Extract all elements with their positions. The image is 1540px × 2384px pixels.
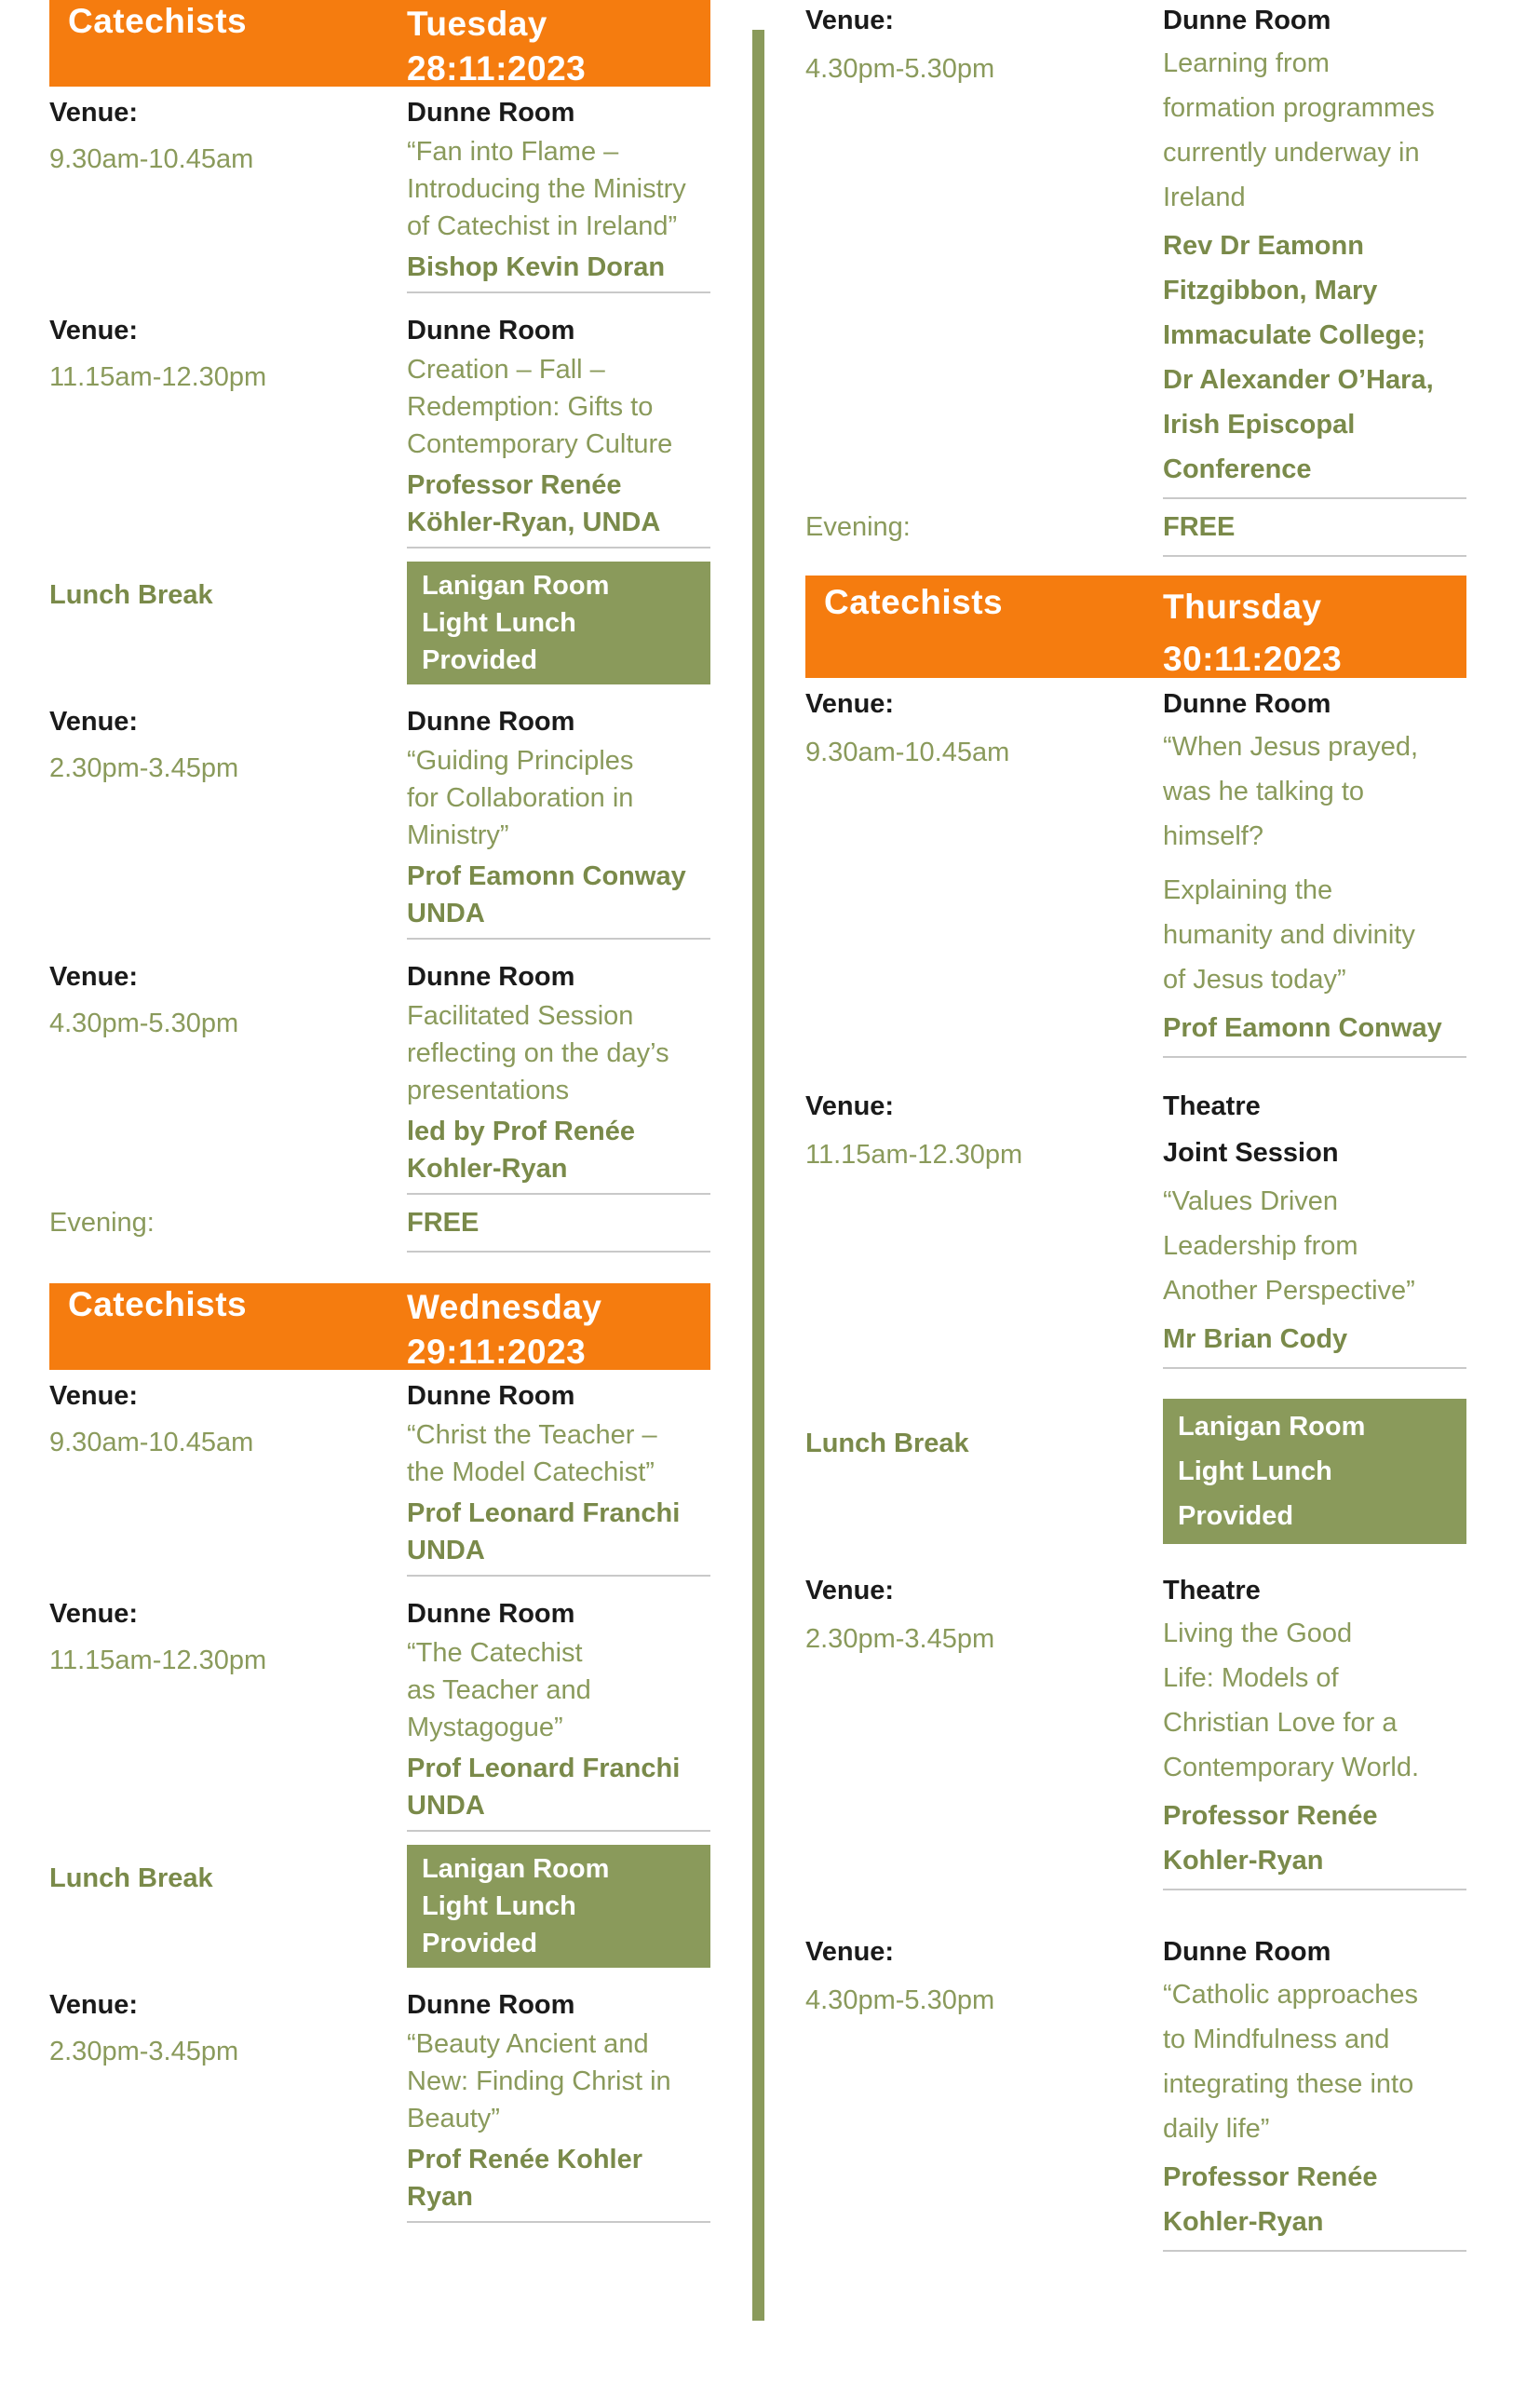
session-room: Dunne Room xyxy=(407,1990,575,2020)
session-room: Dunne Room xyxy=(407,962,575,992)
venue-label: Venue: xyxy=(49,1990,139,2020)
session-thu-4 xyxy=(805,1931,1466,2252)
session-time: 9.30am-10.45am xyxy=(49,1428,254,1457)
session-time: 9.30am-10.45am xyxy=(49,144,254,174)
session-speaker: Prof Renée Kohler Ryan xyxy=(407,2145,642,2212)
venue-label: Venue: xyxy=(805,1091,895,1121)
day-header-tuesday xyxy=(49,0,710,87)
session-room: Dunne Room xyxy=(1163,6,1331,35)
day-name: Wednesday xyxy=(407,1288,602,1326)
session-room: Dunne Room xyxy=(407,1599,575,1629)
lunch-box: Lanigan Room Light Lunch Provided xyxy=(407,562,710,684)
column-divider xyxy=(752,30,764,2321)
venue-label: Venue: xyxy=(805,689,895,719)
session-speaker: Professor Renée Kohler-Ryan xyxy=(1163,2162,1378,2237)
header-day xyxy=(407,2,586,91)
session-room: Dunne Room xyxy=(407,98,575,128)
evening-value: FREE xyxy=(407,1208,480,1238)
session-tue-1 xyxy=(49,92,710,293)
session-time: 2.30pm-3.45pm xyxy=(49,2037,239,2066)
evening-wed xyxy=(805,499,1466,557)
lunch-wed xyxy=(49,1845,710,1968)
evening-tue xyxy=(49,1195,710,1253)
day-date: 30:11:2023 xyxy=(1163,640,1343,678)
session-time: 2.30pm-3.45pm xyxy=(49,753,239,783)
venue-label: Venue: xyxy=(49,962,139,992)
session-title: “The Catechist as Teacher and Mystagogue” xyxy=(407,1638,591,1742)
evening-label: Evening: xyxy=(49,1208,155,1238)
header-day xyxy=(1163,581,1342,685)
session-time: 11.15am-12.30pm xyxy=(49,1646,267,1675)
session-time: 9.30am-10.45am xyxy=(805,738,1010,767)
session-time: 4.30pm-5.30pm xyxy=(805,1985,995,2015)
venue-label: Venue: xyxy=(49,707,139,737)
session-speaker: Bishop Kevin Doran xyxy=(407,252,666,282)
session-title: Living the Good Life: Models of Christian Love for a Contemporary World. xyxy=(1163,1619,1420,1782)
day-date: 28:11:2023 xyxy=(407,49,587,88)
session-title: “When Jesus prayed, was he talking to himself? xyxy=(1163,732,1419,851)
session-title: Creation – Fall – Redemption: Gifts to Contemporary Culture xyxy=(407,355,673,459)
session-title: “Christ the Teacher – the Model Catechist” xyxy=(407,1420,657,1487)
session-tue-3 xyxy=(49,701,710,940)
session-title: Learning from formation programmes currently underway in Ireland xyxy=(1163,48,1435,212)
session-time: 11.15am-12.30pm xyxy=(49,362,267,392)
session-speaker: Prof Leonard Franchi UNDA xyxy=(407,1754,681,1821)
session-time: 2.30pm-3.45pm xyxy=(805,1624,995,1654)
lunch-box: Lanigan Room Light Lunch Provided xyxy=(1163,1399,1466,1544)
session-wed-2 xyxy=(49,1593,710,1832)
day-date: 29:11:2023 xyxy=(407,1333,587,1371)
session-tue-2 xyxy=(49,310,710,549)
session-room: Dunne Room xyxy=(407,316,575,345)
lunch-label: Lunch Break xyxy=(49,1863,213,1893)
lunch-label: Lunch Break xyxy=(805,1429,969,1458)
lunch-box: Lanigan Room Light Lunch Provided xyxy=(407,1845,710,1968)
session-room: Theatre xyxy=(1163,1091,1261,1121)
session-speaker: Rev Dr Eamonn Fitzgibbon, Mary Immaculate College; Dr Alexander O’Hara, Irish Episcopal Conference xyxy=(1163,231,1434,484)
session-room: Dunne Room xyxy=(1163,1937,1331,1967)
day-name: Tuesday xyxy=(407,5,547,43)
session-title: “Fan into Flame – Introducing the Ministry of Catechist in Ireland” xyxy=(407,137,686,241)
session-wed-4 xyxy=(805,0,1466,499)
day-header-wednesday xyxy=(49,1283,710,1370)
venue-label: Venue: xyxy=(49,316,139,345)
session-title: “Beauty Ancient and New: Finding Christ in Beauty” xyxy=(407,2029,671,2133)
header-group: Catechists xyxy=(68,2,248,40)
session-speaker: Mr Brian Cody xyxy=(1163,1324,1348,1354)
session-room: Dunne Room xyxy=(1163,689,1331,719)
header-day xyxy=(407,1285,601,1375)
session-wed-1 xyxy=(49,1375,710,1577)
session-speaker: Prof Eamonn Conway UNDA xyxy=(407,861,686,928)
header-group: Catechists xyxy=(68,1285,248,1323)
session-speaker: Prof Eamonn Conway xyxy=(1163,1013,1442,1043)
session-tue-4 xyxy=(49,956,710,1195)
session-time: 4.30pm-5.30pm xyxy=(49,1009,239,1038)
right-column xyxy=(805,0,1466,2252)
venue-label: Venue: xyxy=(805,1576,895,1605)
session-title: “Values Driven Leadership from Another Perspective” xyxy=(1163,1186,1415,1306)
session-room: Theatre xyxy=(1163,1576,1261,1605)
session-thu-2 xyxy=(805,1086,1466,1369)
session-title: “Catholic approaches to Mindfulness and integrating these into daily life” xyxy=(1163,1980,1419,2144)
venue-label: Venue: xyxy=(805,6,895,35)
lunch-thu xyxy=(805,1399,1466,1544)
session-speaker: led by Prof Renée Kohler-Ryan xyxy=(407,1117,635,1184)
lunch-tue xyxy=(49,562,710,684)
session-thu-1 xyxy=(805,684,1466,1058)
day-header-thursday xyxy=(805,576,1466,678)
session-subroom: Joint Session xyxy=(1163,1138,1339,1168)
session-speaker: Professor Renée Kohler-Ryan xyxy=(1163,1801,1378,1876)
header-group: Catechists xyxy=(824,583,1004,621)
session-speaker: Prof Leonard Franchi UNDA xyxy=(407,1498,681,1565)
left-column xyxy=(49,0,710,2223)
evening-value: FREE xyxy=(1163,512,1236,542)
venue-label: Venue: xyxy=(49,1381,139,1411)
venue-label: Venue: xyxy=(49,1599,139,1629)
evening-label: Evening: xyxy=(805,512,911,542)
venue-label: Venue: xyxy=(805,1937,895,1967)
session-subtitle: Explaining the humanity and divinity of Jesus today” xyxy=(1163,875,1415,995)
session-speaker: Professor Renée Köhler-Ryan, UNDA xyxy=(407,470,661,537)
session-time: 4.30pm-5.30pm xyxy=(805,54,995,84)
day-name: Thursday xyxy=(1163,588,1322,626)
session-thu-3 xyxy=(805,1570,1466,1890)
session-title: Facilitated Session reflecting on the day’s presentations xyxy=(407,1001,669,1105)
session-title: “Guiding Principles for Collaboration in Ministry” xyxy=(407,746,634,850)
session-time: 11.15am-12.30pm xyxy=(805,1140,1023,1170)
lunch-label: Lunch Break xyxy=(49,580,213,610)
session-room: Dunne Room xyxy=(407,1381,575,1411)
session-wed-3 xyxy=(49,1984,710,2223)
venue-label: Venue: xyxy=(49,98,139,128)
session-room: Dunne Room xyxy=(407,707,575,737)
